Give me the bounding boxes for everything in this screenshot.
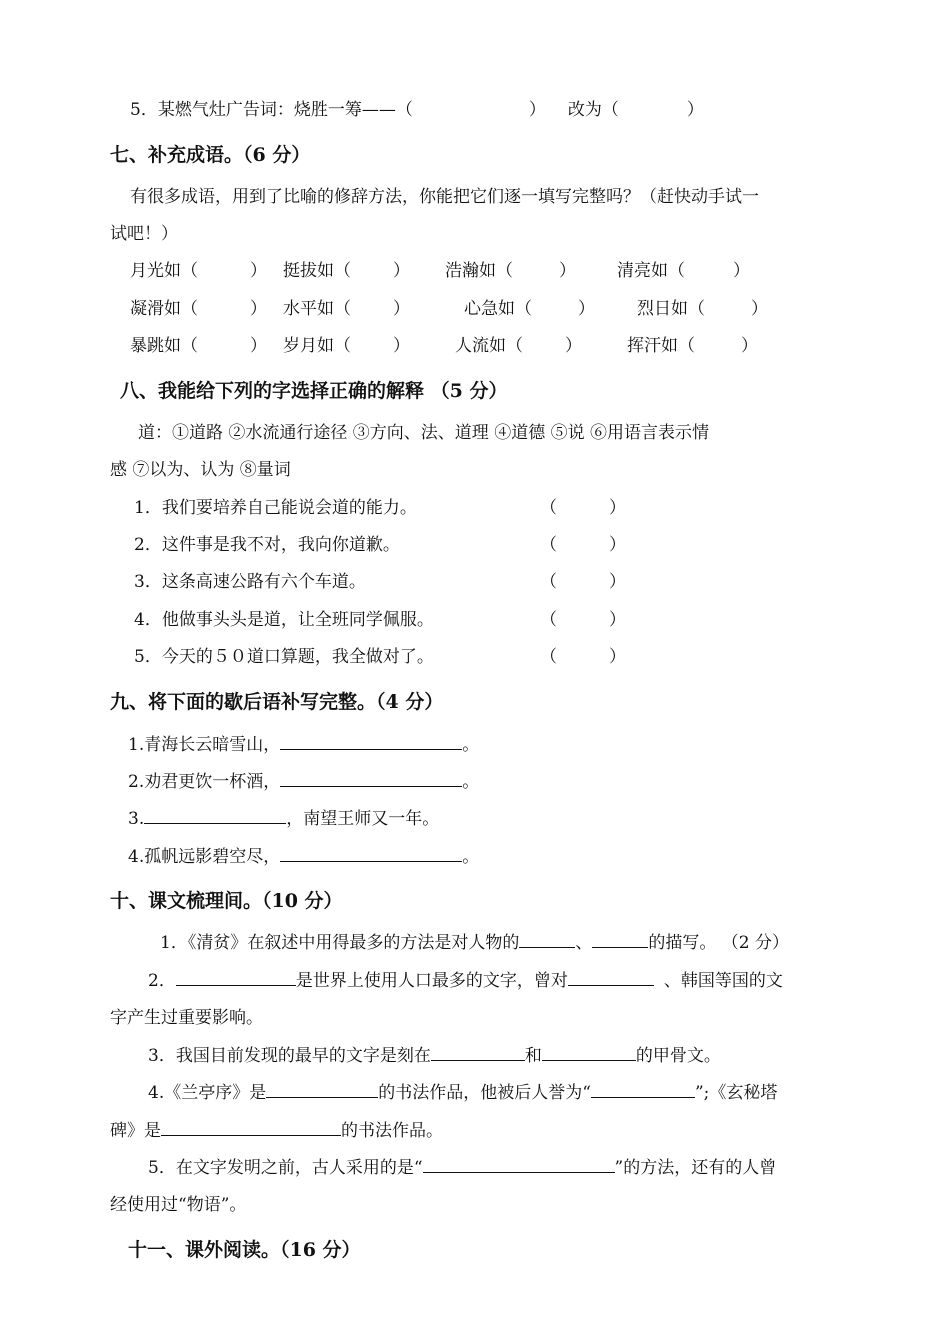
answer-blank[interactable] xyxy=(591,1081,695,1098)
answer-blank[interactable] xyxy=(161,1119,341,1136)
list-item: 1.青海长云暗雪山， 。 xyxy=(128,735,480,755)
answer-blank[interactable] xyxy=(568,969,654,986)
q5-line: 5．某燃气灶广告词：烧胜一筹——（ ） 改为（ ） xyxy=(130,100,704,120)
answer-blank[interactable] xyxy=(423,1156,615,1173)
answer-blank[interactable] xyxy=(280,845,462,862)
section7-intro-line1: 有很多成语，用到了比喻的修辞方法，你能把它们逐一填写完整吗？（赶快动手试一 xyxy=(130,187,759,207)
answer-blank[interactable] xyxy=(280,733,462,750)
list-item: 3．这条高速公路有六个车道。 xyxy=(134,572,366,592)
section11-title: 十一、课外阅读。（16 分） xyxy=(128,1239,361,1261)
answer-blank[interactable] xyxy=(176,969,296,986)
list-item: 4．他做事头头是道，让全班同学佩服。 xyxy=(134,610,434,630)
list-item: 5．今天的５０道口算题，我全做对了。 xyxy=(134,647,434,667)
answer-paren: （ ） xyxy=(540,647,626,667)
section10-title: 十、课文梳理间。（10 分） xyxy=(110,890,343,912)
section8-definitions-line1: 道：①道路 ②水流通行途径 ③方向、法、道理 ④道德 ⑤说 ⑥用语言表示情 xyxy=(138,423,710,443)
list-item: 2． 是世界上使用人口最多的文字，曾对 、韩国等国的文 xyxy=(148,971,783,991)
list-item-continued: 字产生过重要影响。 xyxy=(110,1008,263,1028)
idiom-cell: 烈日如（ ） xyxy=(637,299,768,319)
answer-paren: （ ） xyxy=(540,610,626,630)
idiom-cell: 浩瀚如（ ） xyxy=(445,261,576,281)
section7-intro-line2: 试吧！） xyxy=(110,224,178,244)
list-item: 2.劝君更饮一杯酒， 。 xyxy=(128,772,480,792)
list-item: 5．在文字发明之前，古人采用的是“ ”的方法，还有的人曾 xyxy=(148,1158,777,1178)
list-item: 4.孤帆远影碧空尽， 。 xyxy=(128,847,480,867)
list-item: 3．我国目前发现的最早的文字是刻在 和 的甲骨文。 xyxy=(148,1046,721,1066)
idiom-cell: 岁月如（ ） xyxy=(283,336,410,356)
section8-definitions-line2: 感 ⑦以为、认为 ⑧量词 xyxy=(110,460,291,480)
idiom-cell: 心急如（ ） xyxy=(464,299,595,319)
idiom-cell: 水平如（ ） xyxy=(283,299,410,319)
section8-title: 八、我能给下列的字选择正确的解释 （5 分） xyxy=(120,380,508,402)
idiom-cell: 月光如（ ） xyxy=(130,261,267,281)
list-item: 3. ，南望王师又一年。 xyxy=(128,809,440,829)
list-item: 1．我们要培养自己能说会道的能力。 xyxy=(134,498,417,518)
idiom-cell: 挥汗如（ ） xyxy=(627,336,758,356)
section9-title: 九、将下面的歇后语补写完整。（4 分） xyxy=(110,691,444,713)
list-item: 4.《兰亭序》是 的书法作品，他被后人誉为“ ”;《玄秘塔 xyxy=(148,1083,778,1103)
answer-blank[interactable] xyxy=(266,1081,378,1098)
answer-blank[interactable] xyxy=(519,931,575,948)
idiom-cell: 清亮如（ ） xyxy=(617,261,750,281)
answer-blank[interactable] xyxy=(144,807,286,824)
answer-blank[interactable] xyxy=(592,931,648,948)
idiom-cell: 人流如（ ） xyxy=(455,336,582,356)
answer-paren: （ ） xyxy=(540,535,626,555)
list-item: 1．《清贫》在叙述中用得最多的方法是对人物的 、 的描写。 （2 分） xyxy=(160,933,789,953)
answer-paren: （ ） xyxy=(540,498,626,518)
answer-blank[interactable] xyxy=(431,1044,525,1061)
idiom-cell: 凝滑如（ ） xyxy=(130,299,267,319)
answer-blank[interactable] xyxy=(280,770,462,787)
list-item: 2．这件事是我不对，我向你道歉。 xyxy=(134,535,400,555)
answer-blank[interactable] xyxy=(542,1044,636,1061)
idiom-cell: 暴跳如（ ） xyxy=(130,336,267,356)
section7-title: 七、补充成语。（6 分） xyxy=(110,144,311,166)
list-item-continued: 经使用过“物语”。 xyxy=(110,1195,247,1215)
idiom-cell: 挺拔如（ ） xyxy=(283,261,410,281)
answer-paren: （ ） xyxy=(540,572,626,592)
list-item-continued: 碑》是 的书法作品。 xyxy=(110,1121,443,1141)
